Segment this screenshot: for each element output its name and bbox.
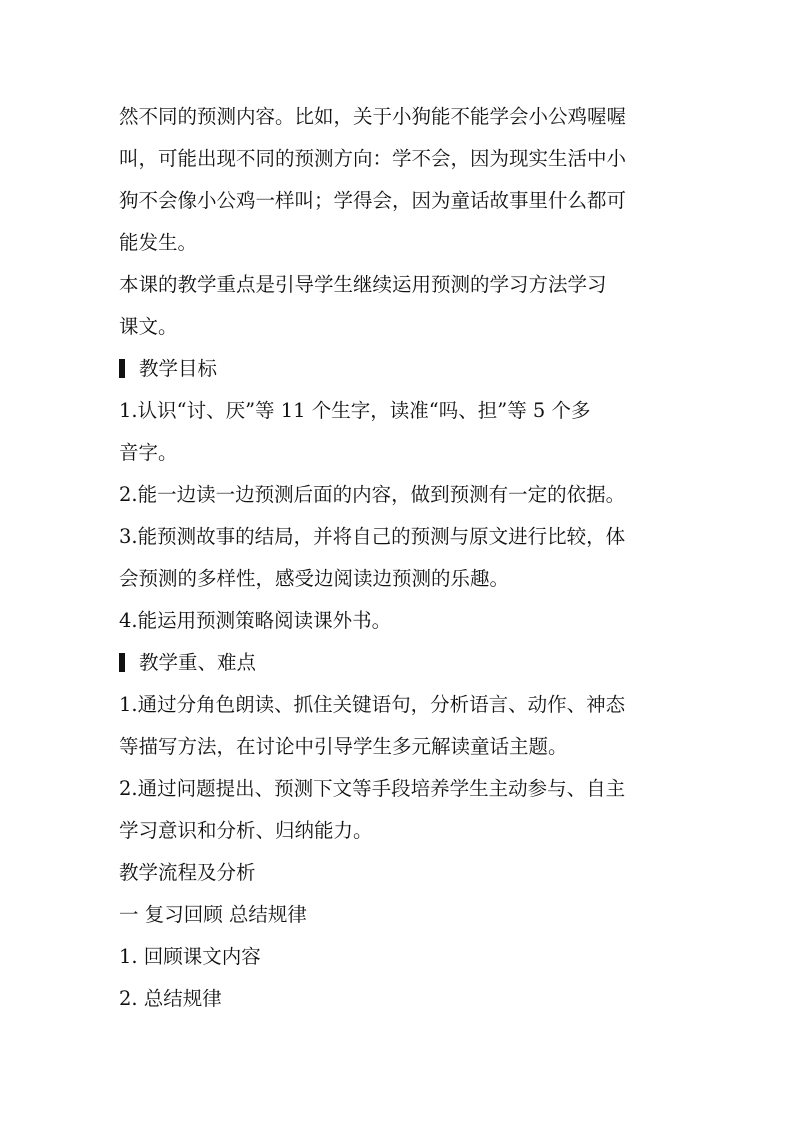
section-heading: 教学流程及分析 (119, 861, 256, 884)
paragraph-line: 本课的教学重点是引导学生继续运用预测的学习方法学习 (119, 273, 607, 296)
section-heading (119, 648, 256, 678)
list-item-line: 1.认识“讨、厌”等 11 个生字，读准“吗、担”等 5 个多 (119, 399, 591, 422)
list-item-line: 3.能预测故事的结局，并将自己的预测与原文进行比较，体 (119, 525, 626, 548)
list-item-line: 2.通过问题提出、预测下文等手段培养学生主动参与、自主 (119, 777, 626, 800)
heading-text: 教学目标 (139, 357, 218, 380)
list-item-line: 1.通过分角色朗读、抓住关键语句，分析语言、动作、神态 (119, 693, 626, 716)
paragraph-line: 然不同的预测内容。比如，关于小狗能不能学会小公鸡喔喔 (119, 105, 627, 128)
bullet-icon (119, 359, 125, 378)
paragraph-line: 课文。 (119, 315, 178, 338)
list-item-line: 学习意识和分析、归纳能力。 (119, 819, 373, 842)
paragraph-line: 能发生。 (119, 231, 198, 254)
subsection-title: 一 复习回顾 总结规律 (119, 903, 307, 926)
list-item-line: 会预测的多样性，感受边阅读边预测的乐趣。 (119, 567, 510, 590)
paragraph-line: 狗不会像小公鸡一样叫；学得会，因为童话故事里什么都可 (119, 189, 627, 212)
list-item-line: 音字。 (119, 441, 178, 464)
list-item-line: 4.能运用预测策略阅读课外书。 (119, 609, 392, 632)
heading-text: 教学重、难点 (139, 651, 257, 674)
list-item-line: 2.能一边读一边预测后面的内容，做到预测有一定的依据。 (119, 483, 626, 506)
paragraph-line: 叫，可能出现不同的预测方向：学不会，因为现实生活中小 (119, 147, 627, 170)
list-item-line: 等描写方法，在讨论中引导学生多元解读童话主题。 (119, 735, 568, 758)
bullet-icon (119, 653, 125, 672)
step-item: 1. 回顾课文内容 (119, 945, 261, 968)
step-item: 2. 总结规律 (119, 987, 222, 1010)
section-heading (119, 354, 217, 384)
